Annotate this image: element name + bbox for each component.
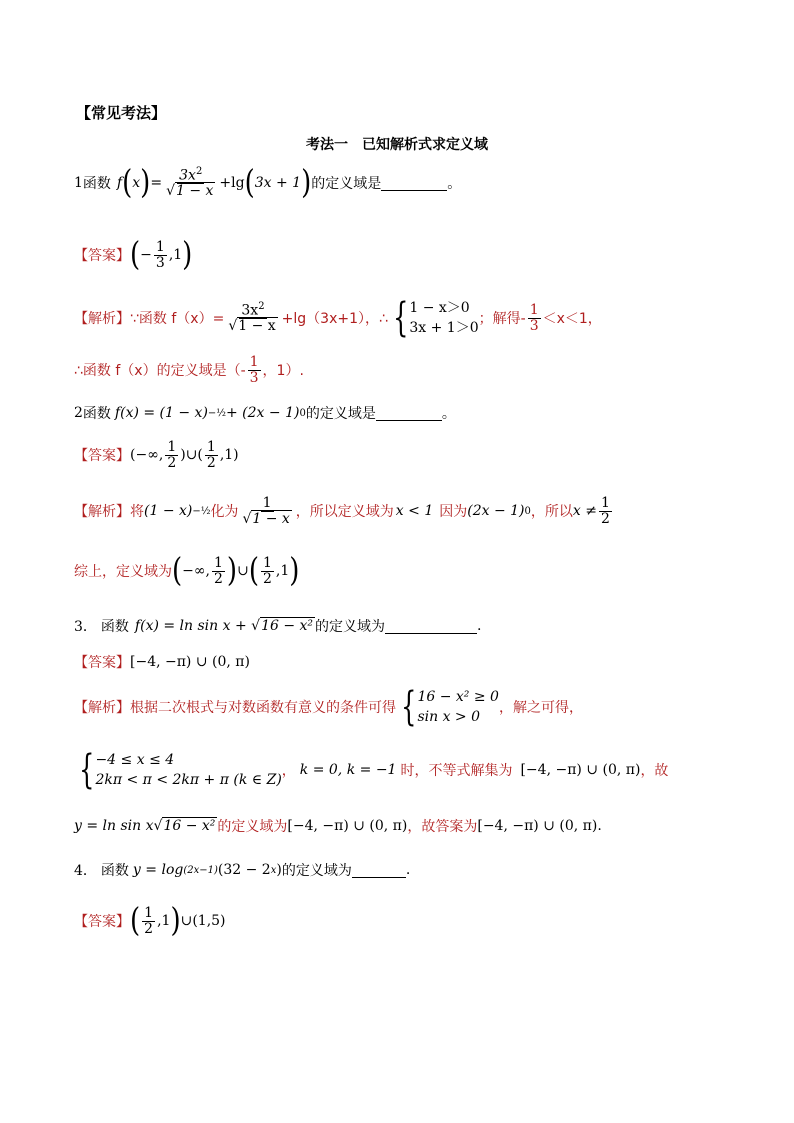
q4-ans-frac <box>142 906 155 936</box>
q1-ana-ineq: ＜x＜1， <box>542 311 602 327</box>
q1-conc-num: 1 <box>249 354 259 370</box>
q2-sum-close1: ) <box>226 552 238 590</box>
q1-analysis-label: 【解析】 <box>74 311 130 327</box>
q1-ana-den: 1 − x <box>238 318 276 335</box>
q3-sys-1: 16 − x² ≥ 0 <box>417 689 499 705</box>
q1-den: 1 − x <box>175 183 214 200</box>
q1-conclusion <box>74 355 304 385</box>
question-3: 3． 函数 f(x) = ln sin x + √16 − x² 的定义域为 . <box>74 618 482 635</box>
q2-expr1: f(x) = (1 − x) <box>114 405 208 421</box>
q4-end: . <box>405 862 411 878</box>
q2-ans-n1: 1 <box>167 439 177 455</box>
q2-exp1: −½ <box>207 407 226 419</box>
q2-sum-open1: ( <box>172 552 183 590</box>
q2-ana-t3: ，所以定义域为 <box>295 504 394 521</box>
q4-number: 4． <box>74 863 97 879</box>
q2-exp2: 0 <box>299 407 306 419</box>
q2-ans-d1: 2 <box>167 454 177 471</box>
q1-x: x <box>132 175 141 192</box>
q4-arg: (32 − 2 <box>217 862 271 878</box>
q2-expr2: + (2x − 1) <box>226 405 300 421</box>
q1-end: 。 <box>447 176 462 193</box>
q3-system-1 <box>417 687 499 727</box>
q3-brace-2: { <box>79 747 95 793</box>
q4-blank[interactable] <box>352 863 406 878</box>
q1-lg-open: ( <box>244 164 255 202</box>
q2-end: 。 <box>441 406 456 422</box>
q3-ana-t4: 时，不等式解集为 <box>400 763 513 779</box>
q3-analysis-2 <box>74 747 669 793</box>
q1-lg-close: ) <box>301 164 312 202</box>
q4-ans-close: ) <box>170 902 181 940</box>
q1-ans-frac <box>154 240 167 270</box>
q2-analysis <box>74 496 614 526</box>
q1-ana-exp: 2 <box>258 300 265 312</box>
q3-set2: [−4, −π) ∪ (0, π) <box>287 818 408 834</box>
q2-ans-b: )∪( <box>180 447 203 464</box>
q2-sum-frac2 <box>261 556 274 586</box>
q1-num-exp: 2 <box>195 166 203 177</box>
q4-expr: y = log <box>132 862 184 878</box>
q1-answer-label: 【答案】 <box>74 248 130 265</box>
q1-fraction: $\frac{3x^2}{√1 - x}$ <box>166 166 214 200</box>
q3-set1: [−4, −π) ∪ (0, π) <box>520 762 641 778</box>
q2-ana-nd: 2 <box>600 510 610 527</box>
q2-sum-d1: 2 <box>214 570 223 587</box>
q1-sol-den: 3 <box>529 317 539 334</box>
q3-analysis-3: y = ln sin x √16 − x² 的定义域为 [−4, −π) ∪ (0, π) ，故答案为 [−4, −π) ∪ (0, π) . <box>74 818 602 835</box>
q1-ana-frac: $\frac{3x^2}{√1 - x}$ <box>228 300 276 335</box>
question-2 <box>74 403 456 423</box>
q3-number: 3． <box>74 619 97 635</box>
q2-sum-text: 综上，定义域为 <box>74 564 172 581</box>
q2-sum-open2: ( <box>248 552 259 590</box>
q4-ans-open: ( <box>130 902 141 940</box>
q2-ana-nfrac <box>599 496 612 526</box>
q4-prefix: 函数 <box>100 863 129 879</box>
q2-ans-c: ,1) <box>219 447 239 464</box>
q1-lg: +lg <box>219 175 245 192</box>
q1-ans-open: ( <box>130 236 141 274</box>
q2-blank[interactable] <box>376 406 442 421</box>
q4-sub: (2x−1) <box>183 864 218 876</box>
q1-ans-right: ,1 <box>168 247 183 264</box>
q3-suffix: 的定义域为 <box>315 619 386 635</box>
q4-ans-b: ∪(1,5) <box>180 913 226 930</box>
q2-ans-d2: 2 <box>206 454 216 471</box>
q3-answer-label: 【答案】 <box>74 655 130 671</box>
q3-ana-t6: 的定义域为 <box>217 819 288 835</box>
q4-answer-label: 【答案】 <box>74 914 130 931</box>
q3-ana-t1: 根据二次根式与对数函数有意义的条件可得 <box>130 700 396 716</box>
section-header: 【常见考法】 <box>76 104 167 122</box>
q2-sum-d2: 2 <box>262 570 272 587</box>
q4-argend: ) <box>276 862 282 878</box>
q2-ans-frac2 <box>205 440 218 470</box>
q2-sum-c: ,1 <box>275 563 290 580</box>
q3-ana-t3: ， <box>281 763 296 779</box>
q2-suffix: 的定义域是 <box>305 406 376 422</box>
q1-sys-2: 3x + 1＞0 <box>409 320 479 336</box>
q3-end2: . <box>597 818 602 834</box>
q1-ans-frac-num: 1 <box>155 239 165 255</box>
q1-ana-sol-frac <box>528 303 541 333</box>
q1-ans-frac-den: 3 <box>155 254 165 271</box>
q1-ana-lg: +lg（3x+1），∴ <box>281 311 388 327</box>
q2-number: 2 <box>74 405 83 421</box>
q3-sqrt: 16 − x² <box>261 618 314 634</box>
q3-blank[interactable] <box>385 619 477 634</box>
q2-summary <box>74 552 300 590</box>
q2-ana-neq: x ≠ <box>572 503 597 520</box>
q4-ans-n: 1 <box>144 905 154 921</box>
q1-analysis <box>74 295 602 341</box>
q3-sys-2: sin x > 0 <box>417 709 481 725</box>
q4-ans-a: ,1 <box>157 913 171 930</box>
q3-analysis <box>74 684 583 730</box>
q3-ana-t2: ，解之可得， <box>498 700 583 716</box>
q2-ana-fn: 1 <box>262 495 272 511</box>
q2-sum-n2: 1 <box>262 555 272 571</box>
q1-sol-num: 1 <box>529 301 539 318</box>
q1-ana-pre: ∵函数 f（x）= <box>130 311 225 327</box>
method-title: 考法一 已知解析式求定义域 <box>306 137 488 153</box>
q2-analysis-label: 【解析】 <box>74 504 130 521</box>
q4-answer <box>74 902 226 940</box>
q1-ana-brace: { <box>393 295 409 341</box>
q1-ana-num: 3x <box>241 302 259 319</box>
q1-lg-arg: 3x + 1 <box>254 175 302 192</box>
q2-ana-exp: −½ <box>192 505 211 517</box>
q3-kvals: k = 0, k = −1 <box>299 762 397 778</box>
q3-expr: f(x) = ln sin x + <box>134 618 252 634</box>
q2-ana-nn: 1 <box>600 495 610 511</box>
q1-ana-system <box>409 298 478 338</box>
q2-ans-frac1 <box>165 440 178 470</box>
q2-sum-n1: 1 <box>214 555 223 571</box>
q2-ans-n2: 1 <box>206 439 216 455</box>
q1-ans-close: ) <box>182 236 193 274</box>
q1-conc-frac <box>248 355 261 385</box>
q1-blank[interactable] <box>381 176 447 191</box>
q4-suffix: 的定义域为 <box>281 863 352 879</box>
q2-ana-cond: x < 1 <box>395 503 434 520</box>
q3-y-sqrt: 16 − x² <box>163 818 216 834</box>
q4-ans-d: 2 <box>144 920 154 937</box>
q3-answer-value: [−4, −π) ∪ (0, π) <box>130 654 250 670</box>
q1-prefix: 函数 <box>82 176 111 193</box>
q3-set3: [−4, −π) ∪ (0, π) <box>477 818 598 834</box>
q1-conc-post: ，1）. <box>262 363 304 380</box>
q1-paren-close: ) <box>140 164 151 202</box>
q2-ana-t1: 将 <box>130 504 144 521</box>
q3-sys-4: 2kπ < π < 2kπ + π (k ∈ Z) <box>95 772 282 788</box>
q3-prefix: 函数 <box>100 619 129 635</box>
q2-ans-a: (−∞, <box>130 447 164 464</box>
q2-ana-t5: ，所以 <box>530 504 573 521</box>
q4-argexp: x <box>270 864 277 876</box>
q3-sys-3: −4 ≤ x ≤ 4 <box>95 752 175 768</box>
q1-conc-pre: ∴函数 f（x）的定义域是（- <box>74 363 246 380</box>
q2-sum-close2: ) <box>289 552 300 590</box>
q1-ana-solve: ；解得- <box>478 311 526 327</box>
q1-f: f <box>116 175 123 192</box>
q2-ana-t4: 因为 <box>439 504 468 521</box>
q1-paren-open: ( <box>122 164 133 202</box>
q2-ana-fd: 1 − x <box>252 510 290 527</box>
q1-answer <box>74 236 193 274</box>
q2-answer-label: 【答案】 <box>74 448 130 465</box>
q1-conc-den: 3 <box>249 369 259 386</box>
q2-ana-t2: 化为 <box>210 504 239 521</box>
q1-sys-1: 1 − x＞0 <box>409 300 470 316</box>
q3-analysis-label: 【解析】 <box>74 700 130 716</box>
q2-sum-a: −∞, <box>182 563 210 580</box>
q2-ana-base: (1 − x) <box>144 503 193 520</box>
q2-prefix: 函数 <box>82 406 111 422</box>
q2-sum-frac1 <box>212 556 225 586</box>
question-4 <box>74 860 410 880</box>
q3-y-expr: y = ln sin x <box>74 818 154 834</box>
q3-answer <box>74 652 250 672</box>
q1-eq: = <box>150 175 163 192</box>
q3-end: . <box>477 618 482 634</box>
question-1 <box>74 164 462 202</box>
q3-brace-1: { <box>401 684 417 730</box>
q1-number: 1 <box>74 175 83 192</box>
q1-ans-minus: − <box>140 247 152 264</box>
q1-num: 3x <box>179 167 196 184</box>
q2-sum-cup: ∪ <box>237 563 249 580</box>
q2-ana-frac: $\frac{1}{√1 - x}$ <box>242 495 290 527</box>
q3-ana-t7: ，故答案为 <box>407 819 478 835</box>
q3-system-2 <box>95 750 281 790</box>
q2-ana-exp2: 0 <box>524 505 531 517</box>
q1-suffix: 的定义域是 <box>311 176 382 193</box>
q2-ana-base2: (2x − 1) <box>467 503 525 520</box>
q2-answer <box>74 440 239 470</box>
q3-ana-t5: ，故 <box>640 763 669 779</box>
